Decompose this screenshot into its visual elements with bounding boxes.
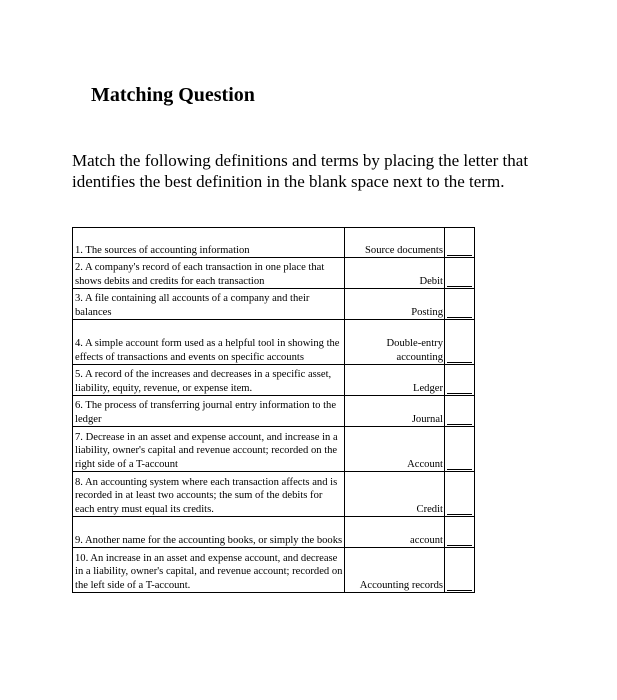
table-row bbox=[73, 258, 475, 289]
answer-blank[interactable] bbox=[445, 365, 475, 396]
answer-blank[interactable] bbox=[445, 228, 475, 258]
page-title: Matching Question bbox=[91, 84, 255, 106]
definition-cell: 3. A file containing all accounts of a company and their balances bbox=[73, 289, 345, 320]
table-row bbox=[73, 228, 475, 258]
answer-blank[interactable] bbox=[445, 258, 475, 289]
term-cell: account bbox=[345, 517, 445, 548]
definition-cell: 8. An accounting system where each transaction affects and is recorded in at least two accounts; the sum of the debits for each entry must equal its credits. bbox=[73, 472, 345, 517]
answer-blank[interactable] bbox=[445, 517, 475, 548]
answer-blank[interactable] bbox=[445, 427, 475, 472]
definition-cell: 1. The sources of accounting information bbox=[73, 228, 345, 258]
table-row bbox=[73, 289, 475, 320]
answer-blank[interactable] bbox=[445, 472, 475, 517]
answer-blank[interactable] bbox=[445, 289, 475, 320]
definition-cell: 6. The process of transferring journal entry information to the ledger bbox=[73, 396, 345, 427]
term-cell: Accounting records bbox=[345, 548, 445, 593]
definition-cell: 10. An increase in an asset and expense account, and decrease in a liability, owner's capital, and revenue account; recorded on the left side of a T-account. bbox=[73, 548, 345, 593]
matching-table bbox=[72, 227, 475, 593]
definition-cell: 4. A simple account form used as a helpful tool in showing the effects of transactions and events on specific accounts bbox=[73, 320, 345, 365]
table-row bbox=[73, 472, 475, 517]
term-cell: Source documents bbox=[345, 228, 445, 258]
term-cell: Double-entry accounting bbox=[345, 320, 445, 365]
term-cell: Debit bbox=[345, 258, 445, 289]
answer-blank[interactable] bbox=[445, 548, 475, 593]
table-row bbox=[73, 427, 475, 472]
table-row bbox=[73, 517, 475, 548]
definition-cell: 5. A record of the increases and decreases in a specific asset, liability, equity, revenue, or expense item. bbox=[73, 365, 345, 396]
definition-cell: 9. Another name for the accounting books, or simply the books bbox=[73, 517, 345, 548]
table-row bbox=[73, 320, 475, 365]
definition-cell: 2. A company's record of each transaction in one place that shows debits and credits for each transaction bbox=[73, 258, 345, 289]
term-cell: Credit bbox=[345, 472, 445, 517]
table-row bbox=[73, 396, 475, 427]
definition-cell: 7. Decrease in an asset and expense account, and increase in a liability, owner's capital and revenue account; recorded on the right side of a T-account bbox=[73, 427, 345, 472]
term-cell: Journal bbox=[345, 396, 445, 427]
answer-blank[interactable] bbox=[445, 320, 475, 365]
table-row bbox=[73, 365, 475, 396]
answer-blank[interactable] bbox=[445, 396, 475, 427]
term-cell: Posting bbox=[345, 289, 445, 320]
term-cell: Account bbox=[345, 427, 445, 472]
instructions-text: Match the following definitions and terms by placing the letter that identifies the best definition in the blank space next to the term. bbox=[72, 151, 529, 191]
term-cell: Ledger bbox=[345, 365, 445, 396]
table-row bbox=[73, 548, 475, 593]
